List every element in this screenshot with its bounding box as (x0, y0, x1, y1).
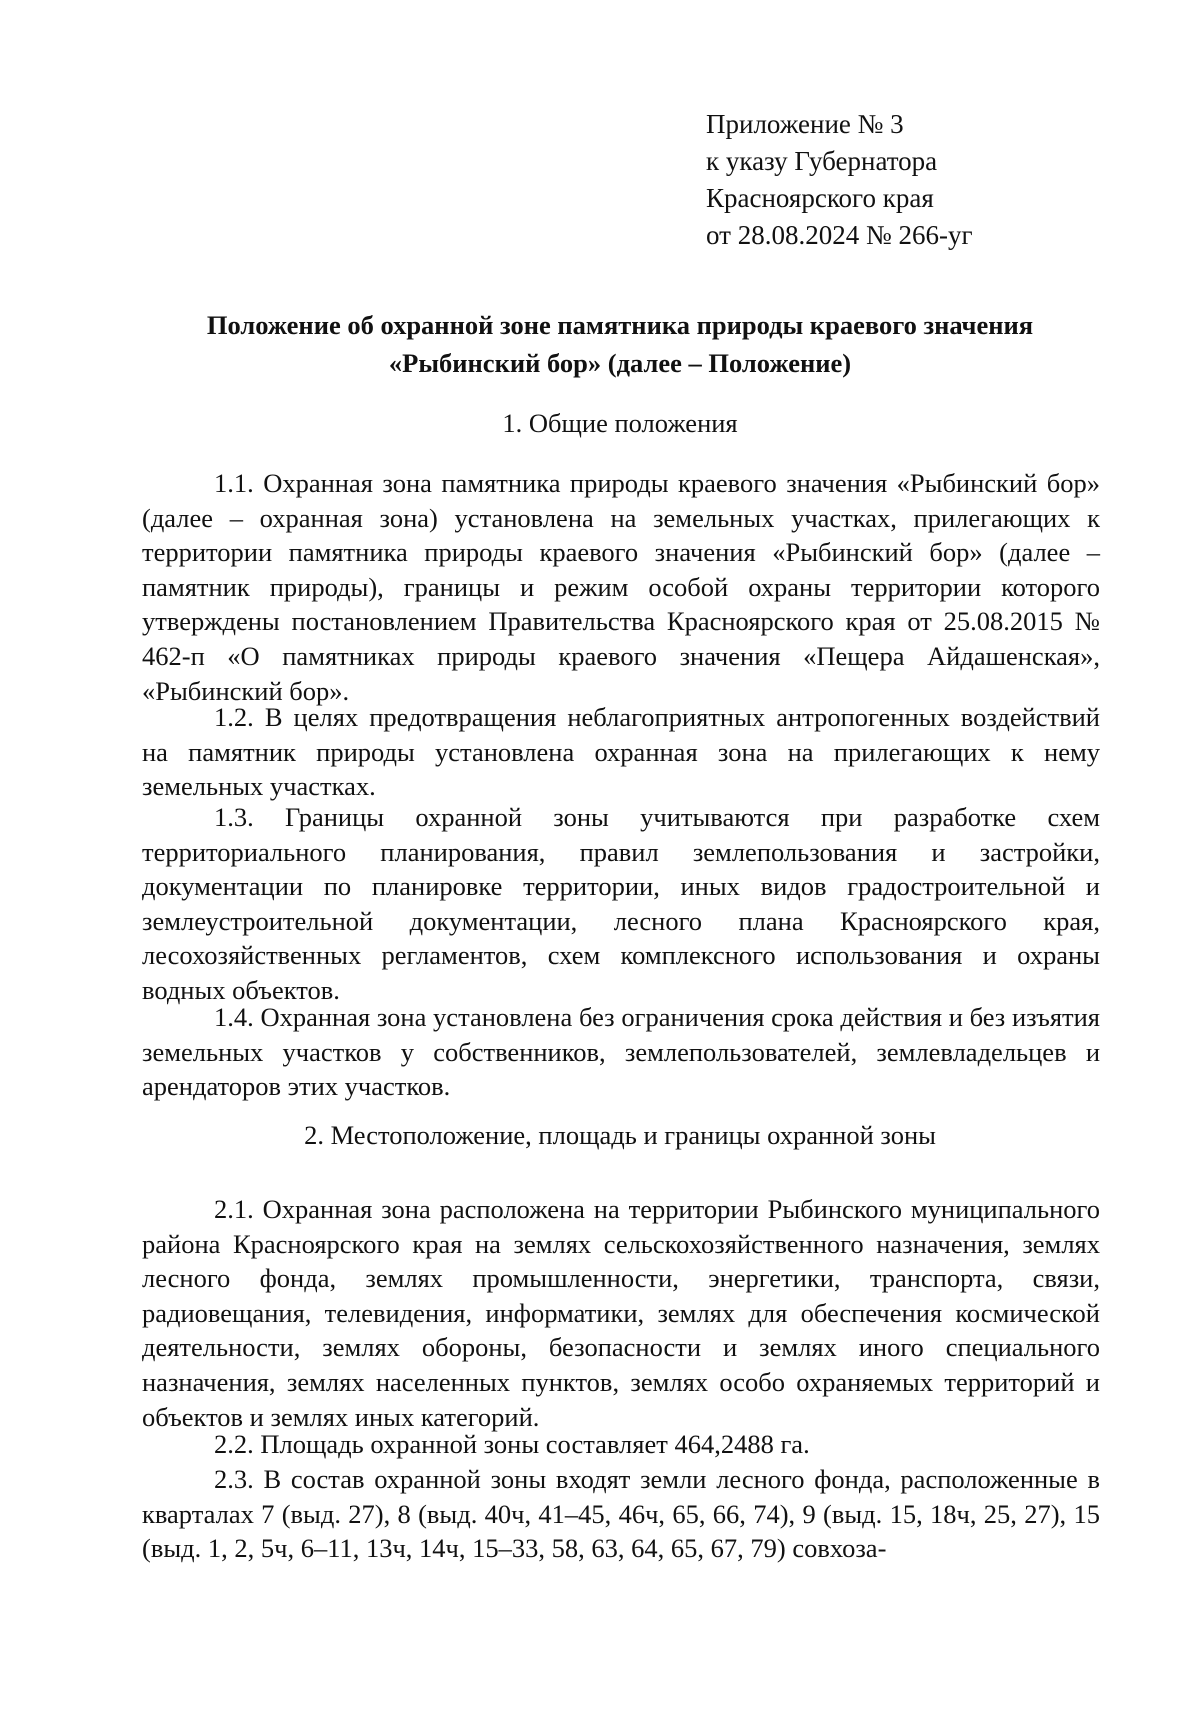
paragraph-2-2: 2.2. Площадь охранной зоны составляет 464,2488 га. (214, 1429, 810, 1459)
paragraph-1-1: 1.1. Охранная зона памятника природы краевого значения «Рыбинский бор» (далее – охранная зона) установлена на земельных участках, прилегающих к территории памятника природы краевого значения «Рыбинский бор» (далее – памятник природы), границы и режим особой охраны территории которого утверждены постановлением Правительства Красноярского края от 25.08.2015 № 462-п «О памятниках природы краевого значения «Пещера Айдашенская», «Рыбинский бор». (142, 468, 1100, 706)
annex-decree-ref: к указу Губернатора (706, 146, 938, 176)
section-2-heading: 2. Местоположение, площадь и границы охранной зоны (304, 1120, 936, 1150)
section-1-heading: 1. Общие положения (502, 408, 738, 438)
annex-region: Красноярского края (706, 183, 934, 213)
document-title (140, 306, 1100, 382)
paragraph-1-3: 1.3. Границы охранной зоны учитываются при разработке схем территориального планирования, правил землепользования и застройки, документации по планировке территории, иных видов градостроительной и землеустроительной документации, лесного плана Красноярского края, лесохозяйственных регламентов, схем комплексного использования и охраны водных объектов. (142, 802, 1100, 1005)
annex-date-number: от 28.08.2024 № 266-уг (706, 220, 973, 250)
paragraph-2-3: 2.3. В состав охранной зоны входят земли лесного фонда, расположенные в кварталах 7 (выд. 27), 8 (выд. 40ч, 41–45, 46ч, 65, 66, 74), 9 (выд. 15, 18ч, 25, 27), 15 (выд. 1, 2, 5ч, 6–11, 13ч, 14ч, 15–33, 58, 63, 64, 65, 67, 79) совхоза- (142, 1464, 1100, 1564)
paragraph-1-2: 1.2. В целях предотвращения неблагоприятных антропогенных воздействий на памятник природы установлена охранная зона на прилегающих к нему земельных участках. (142, 702, 1100, 802)
document-title-line-1: Положение об охранной зоне памятника природы краевого значения (206, 310, 1034, 340)
paragraph-1-4: 1.4. Охранная зона установлена без ограничения срока действия и без изъятия земельных участков у собственников, землепользователей, землевладельцев и арендаторов этих участков. (142, 1002, 1100, 1102)
paragraph-2-1: 2.1. Охранная зона расположена на территории Рыбинского муниципального района Красноярского края на землях сельскохозяйственного назначения, землях лесного фонда, землях промышленности, энергетики, транспорта, связи, радиовещания, телевидения, информатики, землях для обеспечения космической деятельности, землях обороны, безопасности и землях иного специального назначения, землях населенных пунктов, землях особо охраняемых территорий и объектов и землях иных категорий. (142, 1194, 1100, 1432)
annex-number: Приложение № 3 (706, 109, 904, 139)
document-title-line-2: «Рыбинский бор» (далее – Положение) (388, 348, 852, 378)
annex-block (706, 106, 973, 254)
